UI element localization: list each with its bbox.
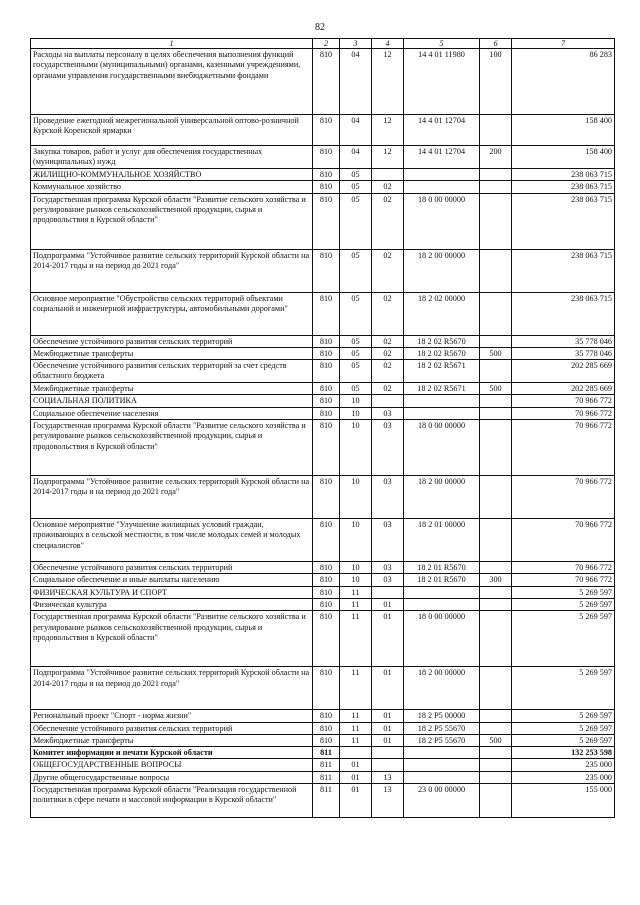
target-code: 18 2 02 R5671 xyxy=(404,383,480,395)
subsection-code: 01 xyxy=(372,598,404,610)
amount: 35 778 046 xyxy=(512,347,615,359)
expense-type-code xyxy=(480,193,512,249)
ministry-code: 810 xyxy=(313,115,340,146)
section-code: 10 xyxy=(340,395,372,407)
subsection-code: 03 xyxy=(372,519,404,562)
expense-type-code: 300 xyxy=(480,574,512,586)
budget-table xyxy=(30,38,615,818)
section-code: 10 xyxy=(340,476,372,519)
row-name: Государственная программа Курской области "Развитие сельского хозяйства и регулирование рынков сельскохозяйственной продукции, сырья и продовольствия в Курской области" xyxy=(31,611,313,667)
section-code: 10 xyxy=(340,519,372,562)
ministry-code: 810 xyxy=(313,407,340,419)
subsection-code: 01 xyxy=(372,734,404,746)
target-code xyxy=(404,169,480,181)
row-name: Обеспечение устойчивого развития сельских территорий xyxy=(31,722,313,734)
ministry-code: 810 xyxy=(313,574,340,586)
amount: 155 000 xyxy=(512,784,615,818)
target-code: 14 4 01 11980 xyxy=(404,49,480,115)
section-code: 11 xyxy=(340,611,372,667)
target-code: 18 0 00 00000 xyxy=(404,193,480,249)
ministry-code: 810 xyxy=(313,181,340,193)
section-code: 05 xyxy=(340,249,372,292)
table-row xyxy=(31,292,615,335)
row-name: Подпрограмма "Устойчивое развитие сельских территорий Курской области на 2014-2017 годы и на период до 2021 года" xyxy=(31,249,313,292)
ministry-code: 811 xyxy=(313,771,340,783)
ministry-code: 810 xyxy=(313,519,340,562)
table-row xyxy=(31,759,615,771)
section-code: 01 xyxy=(340,759,372,771)
subsection-code xyxy=(372,169,404,181)
expense-type-code xyxy=(480,771,512,783)
section-code: 11 xyxy=(340,734,372,746)
table-row xyxy=(31,407,615,419)
section-code: 04 xyxy=(340,146,372,169)
table-row xyxy=(31,562,615,574)
expense-type-code xyxy=(480,519,512,562)
table-row xyxy=(31,383,615,395)
column-header: 3 xyxy=(340,39,372,49)
row-name: Расходы на выплаты персоналу в целях обеспечения выполнения функций государственными (муниципальными) органами, казенными учреждениями, органами управления государственными внебюджетными фондами xyxy=(31,49,313,115)
subsection-code: 01 xyxy=(372,722,404,734)
expense-type-code xyxy=(480,586,512,598)
table-row xyxy=(31,335,615,347)
section-code: 05 xyxy=(340,383,372,395)
subsection-code: 12 xyxy=(372,146,404,169)
amount: 70 966 772 xyxy=(512,574,615,586)
expense-type-code xyxy=(480,169,512,181)
row-name: Социальное обеспечение населения xyxy=(31,407,313,419)
ministry-code: 810 xyxy=(313,710,340,722)
table-row xyxy=(31,574,615,586)
ministry-code: 810 xyxy=(313,360,340,383)
target-code: 18 2 01 00000 xyxy=(404,519,480,562)
row-name: Физическая культура xyxy=(31,598,313,610)
ministry-code: 810 xyxy=(313,611,340,667)
column-header: 5 xyxy=(404,39,480,49)
subsection-code: 02 xyxy=(372,335,404,347)
row-name: ФИЗИЧЕСКАЯ КУЛЬТУРА И СПОРТ xyxy=(31,586,313,598)
amount: 70 966 772 xyxy=(512,395,615,407)
expense-type-code xyxy=(480,759,512,771)
section-code: 10 xyxy=(340,420,372,476)
target-code: 18 2 00 00000 xyxy=(404,249,480,292)
ministry-code: 810 xyxy=(313,562,340,574)
table-row xyxy=(31,667,615,710)
subsection-code: 02 xyxy=(372,193,404,249)
ministry-code: 810 xyxy=(313,667,340,710)
target-code xyxy=(404,598,480,610)
expense-type-code xyxy=(480,395,512,407)
subsection-code: 02 xyxy=(372,383,404,395)
column-header: 6 xyxy=(480,39,512,49)
section-code: 04 xyxy=(340,49,372,115)
row-name: Подпрограмма "Устойчивое развитие сельских территорий Курской области на 2014-2017 годы и на период до 2021 года" xyxy=(31,667,313,710)
table-header-row xyxy=(31,39,615,49)
subsection-code: 01 xyxy=(372,710,404,722)
subsection-code xyxy=(372,759,404,771)
amount: 202 285 669 xyxy=(512,360,615,383)
column-header: 4 xyxy=(372,39,404,49)
section-code: 11 xyxy=(340,722,372,734)
row-name: Подпрограмма "Устойчивое развитие сельских территорий Курской области на 2014-2017 годы и на период до 2021 года" xyxy=(31,476,313,519)
table-row xyxy=(31,169,615,181)
subsection-code: 02 xyxy=(372,249,404,292)
amount: 132 253 598 xyxy=(512,747,615,759)
row-name: Государственная программа Курской области "Развитие сельского хозяйства и регулирование рынков сельскохозяйственной продукции, сырья и продовольствия в Курской области" xyxy=(31,420,313,476)
table-row xyxy=(31,734,615,746)
row-name: Коммунальное хозяйство xyxy=(31,181,313,193)
target-code: 18 2 01 R5670 xyxy=(404,562,480,574)
table-row xyxy=(31,784,615,818)
section-code: 05 xyxy=(340,347,372,359)
section-code: 10 xyxy=(340,574,372,586)
ministry-code: 810 xyxy=(313,395,340,407)
expense-type-code xyxy=(480,784,512,818)
subsection-code xyxy=(372,395,404,407)
subsection-code: 12 xyxy=(372,49,404,115)
expense-type-code xyxy=(480,407,512,419)
amount: 5 269 597 xyxy=(512,667,615,710)
column-header: 2 xyxy=(313,39,340,49)
row-name: Государственная программа Курской области "Реализация государственной политики в сфере печати и массовой информации в Курской области" xyxy=(31,784,313,818)
target-code: 18 2 P5 55670 xyxy=(404,734,480,746)
ministry-code: 810 xyxy=(313,347,340,359)
expense-type-code xyxy=(480,667,512,710)
expense-type-code xyxy=(480,181,512,193)
table-row xyxy=(31,586,615,598)
expense-type-code: 500 xyxy=(480,347,512,359)
amount: 5 269 597 xyxy=(512,722,615,734)
expense-type-code: 100 xyxy=(480,49,512,115)
amount: 158 400 xyxy=(512,146,615,169)
ministry-code: 810 xyxy=(313,292,340,335)
expense-type-code xyxy=(480,115,512,146)
row-name: Обеспечение устойчивого развития сельских территорий xyxy=(31,335,313,347)
section-code: 05 xyxy=(340,169,372,181)
target-code: 18 0 00 00000 xyxy=(404,420,480,476)
ministry-code: 810 xyxy=(313,146,340,169)
row-name: Основное мероприятие "Обустройство сельских территорий объектами социальной и инженерной инфраструктуры, автомобильными дорогами" xyxy=(31,292,313,335)
amount: 70 966 772 xyxy=(512,420,615,476)
row-name: Обеспечение устойчивого развития сельских территорий за счет средств областного бюджета xyxy=(31,360,313,383)
table-row xyxy=(31,722,615,734)
subsection-code: 13 xyxy=(372,784,404,818)
ministry-code: 810 xyxy=(313,420,340,476)
row-name: Обеспечение устойчивого развития сельских территорий xyxy=(31,562,313,574)
expense-type-code xyxy=(480,335,512,347)
amount: 70 966 772 xyxy=(512,476,615,519)
amount: 70 966 772 xyxy=(512,562,615,574)
subsection-code: 03 xyxy=(372,407,404,419)
amount: 238 063 715 xyxy=(512,292,615,335)
amount: 35 778 046 xyxy=(512,335,615,347)
amount: 86 283 xyxy=(512,49,615,115)
expense-type-code xyxy=(480,710,512,722)
ministry-code: 810 xyxy=(313,249,340,292)
table-row xyxy=(31,347,615,359)
subsection-code: 03 xyxy=(372,562,404,574)
subsection-code: 03 xyxy=(372,574,404,586)
expense-type-code xyxy=(480,562,512,574)
ministry-code: 810 xyxy=(313,722,340,734)
row-name: Закупка товаров, работ и услуг для обеспечения государственных (муниципальных) нужд xyxy=(31,146,313,169)
target-code xyxy=(404,759,480,771)
page-number: 82 xyxy=(315,22,325,33)
subsection-code: 02 xyxy=(372,347,404,359)
expense-type-code: 500 xyxy=(480,734,512,746)
table-row xyxy=(31,146,615,169)
row-name: СОЦИАЛЬНАЯ ПОЛИТИКА xyxy=(31,395,313,407)
section-code: 05 xyxy=(340,193,372,249)
amount: 238 063 715 xyxy=(512,169,615,181)
amount: 235 000 xyxy=(512,771,615,783)
expense-type-code: 200 xyxy=(480,146,512,169)
table-row xyxy=(31,360,615,383)
section-code: 05 xyxy=(340,335,372,347)
row-name: Межбюджетные трансферты xyxy=(31,734,313,746)
expense-type-code xyxy=(480,476,512,519)
section-code: 10 xyxy=(340,407,372,419)
amount: 5 269 597 xyxy=(512,734,615,746)
ministry-code: 810 xyxy=(313,169,340,181)
table-row xyxy=(31,747,615,759)
column-header: 1 xyxy=(31,39,313,49)
target-code: 18 2 02 00000 xyxy=(404,292,480,335)
amount: 5 269 597 xyxy=(512,710,615,722)
section-code: 04 xyxy=(340,115,372,146)
amount: 158 400 xyxy=(512,115,615,146)
target-code: 18 0 00 00000 xyxy=(404,611,480,667)
section-code: 11 xyxy=(340,586,372,598)
table-row xyxy=(31,598,615,610)
amount: 238 063 715 xyxy=(512,193,615,249)
subsection-code: 03 xyxy=(372,476,404,519)
table-row xyxy=(31,611,615,667)
section-code: 05 xyxy=(340,181,372,193)
expense-type-code xyxy=(480,292,512,335)
target-code: 18 2 00 00000 xyxy=(404,476,480,519)
ministry-code: 811 xyxy=(313,759,340,771)
table-row xyxy=(31,710,615,722)
amount: 238 063 715 xyxy=(512,181,615,193)
target-code xyxy=(404,586,480,598)
table-row xyxy=(31,49,615,115)
table-row xyxy=(31,771,615,783)
subsection-code xyxy=(372,586,404,598)
section-code: 10 xyxy=(340,562,372,574)
row-name: ОБЩЕГОСУДАРСТВЕННЫЕ ВОПРОСЫ xyxy=(31,759,313,771)
amount: 202 285 669 xyxy=(512,383,615,395)
section-code: 05 xyxy=(340,292,372,335)
target-code: 18 2 02 R5670 xyxy=(404,347,480,359)
table-row xyxy=(31,181,615,193)
row-name: Межбюджетные трансферты xyxy=(31,383,313,395)
table-body xyxy=(31,49,615,818)
target-code xyxy=(404,747,480,759)
expense-type-code xyxy=(480,249,512,292)
expense-type-code: 500 xyxy=(480,383,512,395)
row-name: Основное мероприятие "Улучшение жилищных условий граждан, проживающих в сельской местности, в том числе молодых семей и молодых специалистов" xyxy=(31,519,313,562)
row-name: Межбюджетные трансферты xyxy=(31,347,313,359)
table-row xyxy=(31,476,615,519)
target-code: 23 0 00 00000 xyxy=(404,784,480,818)
section-code: 01 xyxy=(340,784,372,818)
amount: 5 269 597 xyxy=(512,586,615,598)
ministry-code: 810 xyxy=(313,734,340,746)
subsection-code: 02 xyxy=(372,181,404,193)
target-code: 14 4 01 12704 xyxy=(404,115,480,146)
subsection-code: 12 xyxy=(372,115,404,146)
row-name: Региональный проект "Спорт - норма жизни" xyxy=(31,710,313,722)
ministry-code: 810 xyxy=(313,383,340,395)
section-code: 11 xyxy=(340,667,372,710)
subsection-code xyxy=(372,747,404,759)
table-row xyxy=(31,115,615,146)
expense-type-code xyxy=(480,420,512,476)
subsection-code: 01 xyxy=(372,667,404,710)
target-code: 18 2 P5 55670 xyxy=(404,722,480,734)
ministry-code: 810 xyxy=(313,598,340,610)
expense-type-code xyxy=(480,598,512,610)
expense-type-code xyxy=(480,360,512,383)
subsection-code: 02 xyxy=(372,360,404,383)
subsection-code: 13 xyxy=(372,771,404,783)
subsection-code: 02 xyxy=(372,292,404,335)
table-row xyxy=(31,420,615,476)
expense-type-code xyxy=(480,722,512,734)
row-name: ЖИЛИЩНО-КОММУНАЛЬНОЕ ХОЗЯЙСТВО xyxy=(31,169,313,181)
section-code: 11 xyxy=(340,598,372,610)
table-row xyxy=(31,249,615,292)
amount: 70 966 772 xyxy=(512,519,615,562)
target-code: 18 2 02 R5671 xyxy=(404,360,480,383)
ministry-code: 811 xyxy=(313,784,340,818)
amount: 70 966 772 xyxy=(512,407,615,419)
target-code xyxy=(404,771,480,783)
ministry-code: 811 xyxy=(313,747,340,759)
ministry-code: 810 xyxy=(313,586,340,598)
ministry-code: 810 xyxy=(313,335,340,347)
target-code: 18 2 02 R5670 xyxy=(404,335,480,347)
target-code xyxy=(404,181,480,193)
target-code: 14 4 01 12704 xyxy=(404,146,480,169)
row-name: Другие общегосударственные вопросы xyxy=(31,771,313,783)
subsection-code: 01 xyxy=(372,611,404,667)
row-name: Государственная программа Курской области "Развитие сельского хозяйства и регулирование рынков сельскохозяйственной продукции, сырья и продовольствия в Курской области" xyxy=(31,193,313,249)
target-code xyxy=(404,395,480,407)
row-name: Комитет информации и печати Курской области xyxy=(31,747,313,759)
row-name: Социальное обеспечение и иные выплаты населению xyxy=(31,574,313,586)
section-code: 11 xyxy=(340,710,372,722)
amount: 5 269 597 xyxy=(512,611,615,667)
amount: 5 269 597 xyxy=(512,598,615,610)
target-code: 18 2 P5 00000 xyxy=(404,710,480,722)
column-header: 7 xyxy=(512,39,615,49)
target-code xyxy=(404,407,480,419)
section-code xyxy=(340,747,372,759)
target-code: 18 2 00 00000 xyxy=(404,667,480,710)
table-row xyxy=(31,395,615,407)
table-row xyxy=(31,519,615,562)
ministry-code: 810 xyxy=(313,193,340,249)
expense-type-code xyxy=(480,611,512,667)
ministry-code: 810 xyxy=(313,49,340,115)
target-code: 18 2 01 R5670 xyxy=(404,574,480,586)
section-code: 05 xyxy=(340,360,372,383)
amount: 235 000 xyxy=(512,759,615,771)
table-row xyxy=(31,193,615,249)
amount: 238 063 715 xyxy=(512,249,615,292)
row-name: Проведение ежегодной межрегиональной универсальной оптово-розничной Курской Коренской ярмарки xyxy=(31,115,313,146)
expense-type-code xyxy=(480,747,512,759)
ministry-code: 810 xyxy=(313,476,340,519)
section-code: 01 xyxy=(340,771,372,783)
subsection-code: 03 xyxy=(372,420,404,476)
